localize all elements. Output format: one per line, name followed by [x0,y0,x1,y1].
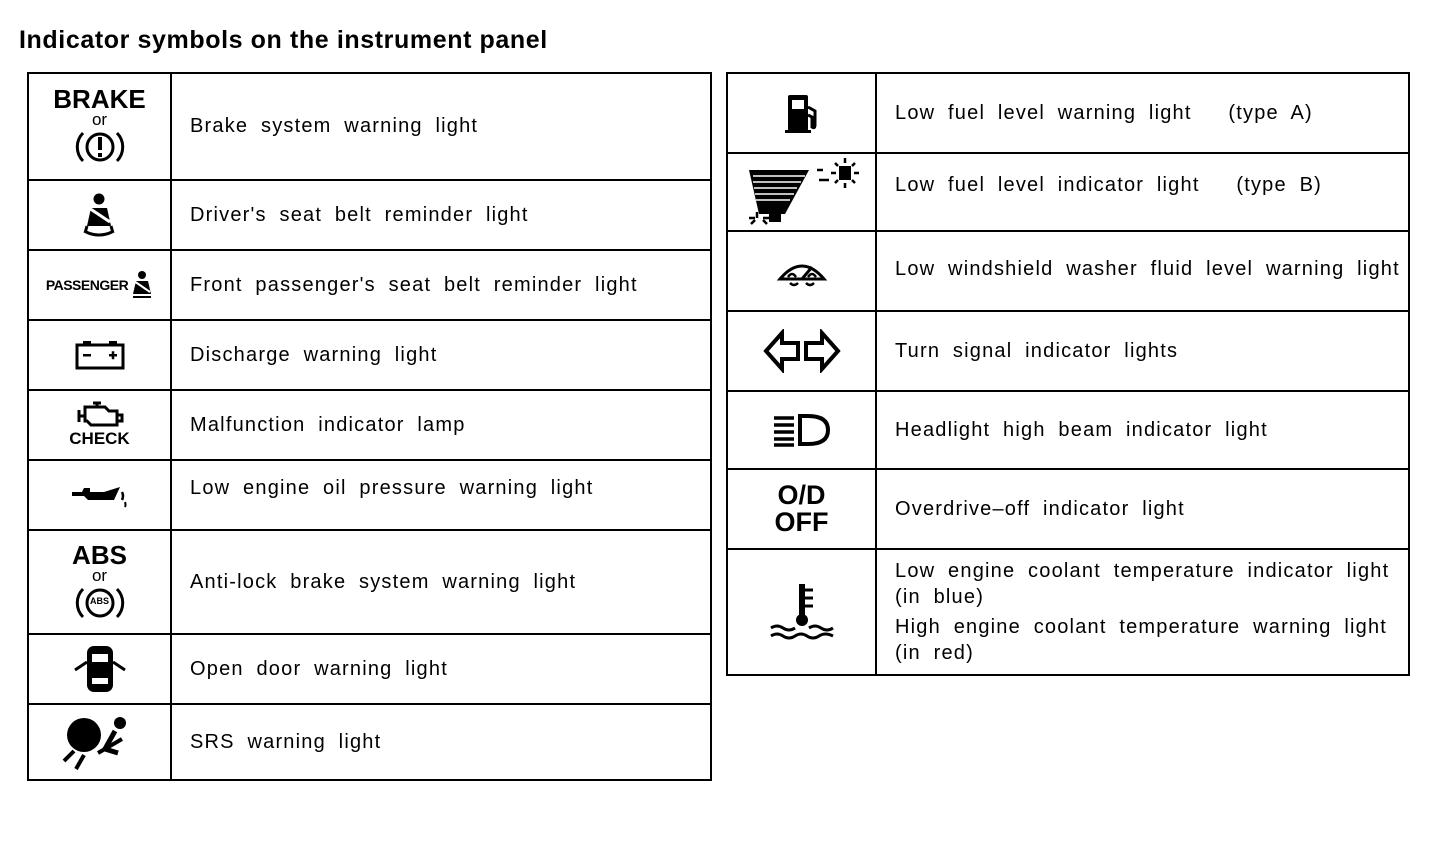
passenger-word: PASSENGER [45,277,129,293]
description-cell [876,549,1409,675]
type-suffix: (type A) [1228,101,1313,124]
icon-cell [28,460,171,530]
icon-cell [727,73,876,153]
high-beam-icon [770,410,834,450]
oil-can-icon [68,482,132,508]
table-row [28,73,711,180]
fuel-type-b-label: Low fuel level indicator light [895,174,1200,196]
brake-word: BRAKE [53,84,146,114]
icon-cell [28,250,171,320]
fuel-pump-icon [782,91,822,135]
coolant-high-color: (in red) [895,642,974,664]
icon-cell [727,153,876,231]
brake-warning-icon [74,127,126,167]
description-cell: Headlight high beam indicator light [876,391,1409,469]
icon-cell [28,530,171,634]
overdrive-off-icon [775,482,829,536]
passenger-seat-belt-icon [46,270,153,300]
overdrive-text: O/D [777,480,826,510]
description-cell [876,153,1409,231]
description-cell: Anti-lock brake system warning light [171,530,711,634]
description-cell [876,73,1409,153]
coolant-high-label: High engine coolant temperature warning light [895,616,1388,638]
description-cell: Turn signal indicator lights [876,311,1409,391]
abs-icon [70,583,130,623]
table-row [727,391,1409,469]
icon-cell [727,391,876,469]
table-row [28,460,711,530]
icon-cell [28,320,171,390]
table-row [727,153,1409,231]
washer-fluid-icon [776,251,828,291]
abs-badge-text: ABS [89,595,109,606]
table-row [727,311,1409,391]
turn-signal-icon [762,329,842,373]
battery-icon [74,339,126,371]
icon-cell [727,469,876,549]
table-row [28,390,711,460]
seat-belt-figure-icon [131,270,153,300]
icon-cell [28,390,171,460]
table-row [28,320,711,390]
table-row [28,704,711,780]
icon-cell [28,73,171,180]
description-cell: Discharge warning light [171,320,711,390]
table-row [28,180,711,250]
icon-cell [727,311,876,391]
or-text: or [91,565,108,585]
left-indicator-table [27,72,712,781]
coolant-temp-icon [767,580,837,644]
table-row [28,634,711,704]
fuel-type-a-label: Low fuel level warning light [895,101,1192,124]
srs-airbag-icon [60,711,140,773]
description-cell: Malfunction indicator lamp [171,390,711,460]
icon-cell [727,549,876,675]
icon-cell [28,634,171,704]
description-cell: Low windshield washer fluid level warning light [876,231,1409,311]
icon-cell [727,231,876,311]
type-suffix: (type B) [1236,174,1322,196]
table-row [28,530,711,634]
coolant-low-color: (in blue) [895,586,985,608]
table-row [727,73,1409,153]
fuel-gauge-icon [739,156,865,228]
description-cell: Driver's seat belt reminder light [171,180,711,250]
description-cell: Low engine oil pressure warning light [171,460,711,530]
abs-word: ABS [72,539,127,570]
table-row [28,250,711,320]
or-text: or [91,110,108,129]
table-row [727,231,1409,311]
description-cell: Brake system warning light [171,73,711,180]
description-cell: SRS warning light [171,704,711,780]
description-cell: Front passenger's seat belt reminder light [171,250,711,320]
coolant-low-label: Low engine coolant temperature indicator light [895,560,1390,582]
table-row [727,549,1409,675]
description-cell: Open door warning light [171,634,711,704]
page-title: Indicator symbols on the instrument panel [19,26,548,54]
description-cell: Overdrive–off indicator light [876,469,1409,549]
right-indicator-table [726,72,1410,676]
icon-cell [28,704,171,780]
check-word: CHECK [69,429,130,448]
icon-cell [28,180,171,250]
seat-belt-icon [80,192,120,238]
open-door-icon [70,642,130,696]
table-row [727,469,1409,549]
check-engine-icon [75,401,125,429]
off-text: OFF [774,507,829,537]
